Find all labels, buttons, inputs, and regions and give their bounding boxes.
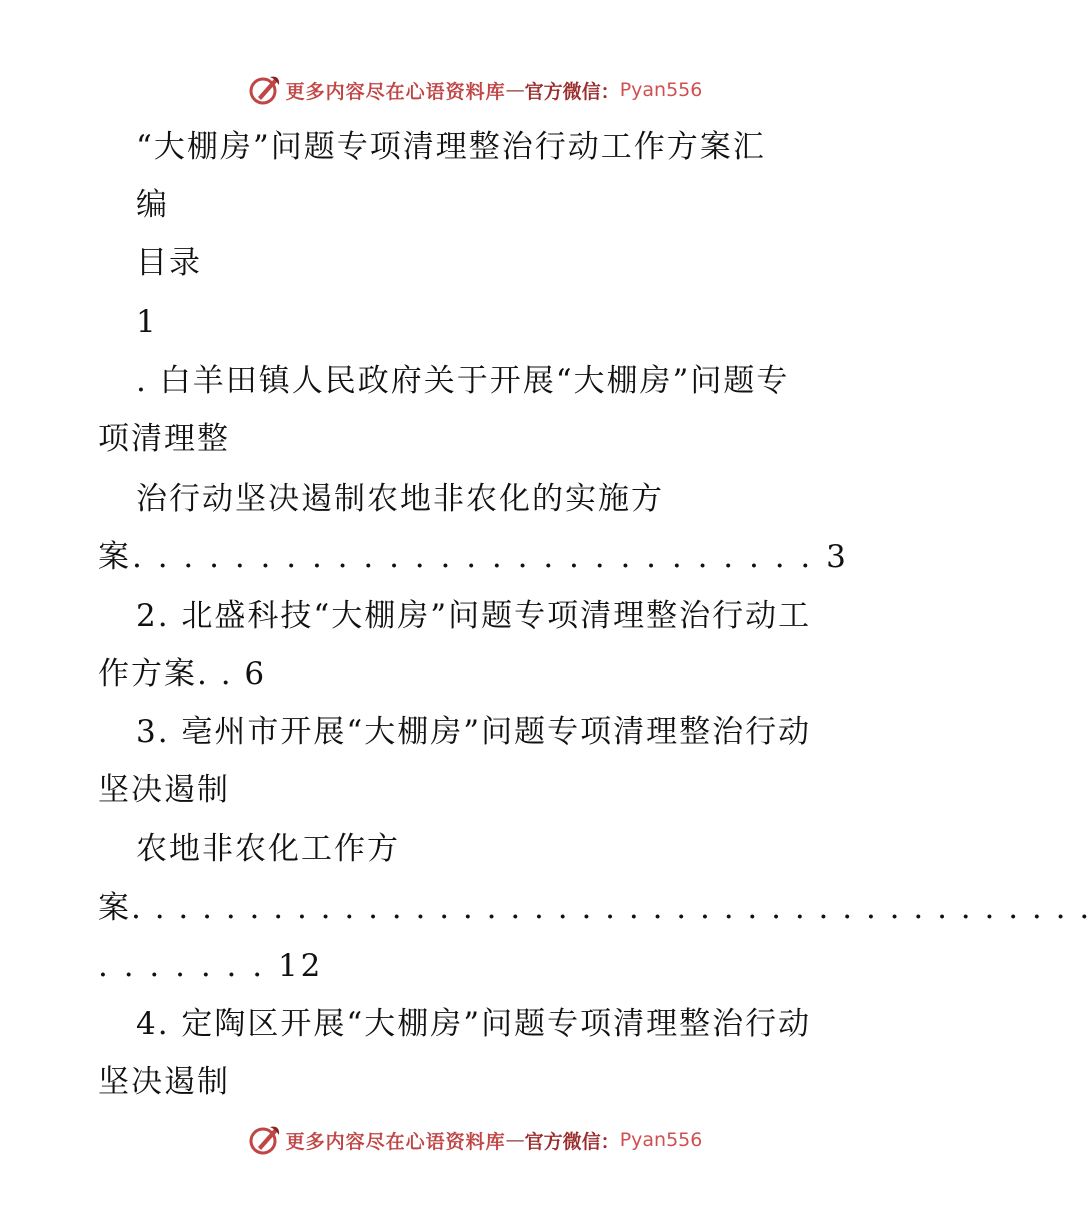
watermark-separator: —: [505, 1129, 525, 1151]
toc-line: 农地非农化工作方: [136, 831, 400, 867]
toc-line: 3. 亳州市开展“大棚房”问题专项清理整治行动: [136, 714, 812, 750]
toc-line: . . . . . . . 12: [98, 948, 324, 984]
watermark-site-text: 更多内容尽在心语资料库: [285, 1130, 506, 1153]
document-title-line-1: “大棚房”问题专项清理整治行动工作方案汇: [136, 129, 766, 165]
watermark-wechat-label: 官方微信：: [524, 1130, 620, 1153]
toc-line: . 白羊田镇人民政府关于开展“大棚房”问题专: [136, 363, 790, 399]
toc-line: 2. 北盛科技“大棚房”问题专项清理整治行动工: [136, 598, 812, 634]
toc-heading: 目录: [136, 245, 202, 281]
quill-logo-icon: [248, 73, 282, 107]
toc-line: 4. 定陶区开展“大棚房”问题专项清理整治行动: [136, 1006, 812, 1042]
toc-line: 案. . . . . . . . . . . . . . . . . . . . . . . . . . . . . . . . . . . . . . . . .: [98, 890, 1091, 926]
toc-line: 项清理整: [98, 421, 230, 457]
watermark-separator: —: [505, 79, 525, 101]
toc-line: 治行动坚决遏制农地非农化的实施方: [136, 481, 664, 517]
watermark-site-text: 更多内容尽在心语资料库: [285, 80, 506, 103]
toc-item-number: 1: [136, 304, 158, 340]
toc-line: 案. . . . . . . . . . . . . . . . . . . . . . . . . . . 3: [98, 539, 849, 575]
watermark-wechat-label: 官方微信：: [524, 80, 620, 103]
toc-line: 作方案. . 6: [98, 656, 267, 692]
header-watermark: [0, 72, 950, 108]
document-title-line-2: 编: [136, 187, 169, 223]
watermark-wechat-id: Pyan556: [619, 1129, 703, 1151]
toc-line: 坚决遏制: [98, 772, 230, 808]
toc-line: 坚决遏制: [98, 1064, 230, 1100]
watermark-wechat-id: Pyan556: [619, 79, 703, 101]
quill-logo-icon: [248, 1123, 282, 1157]
footer-watermark: [0, 1122, 950, 1158]
